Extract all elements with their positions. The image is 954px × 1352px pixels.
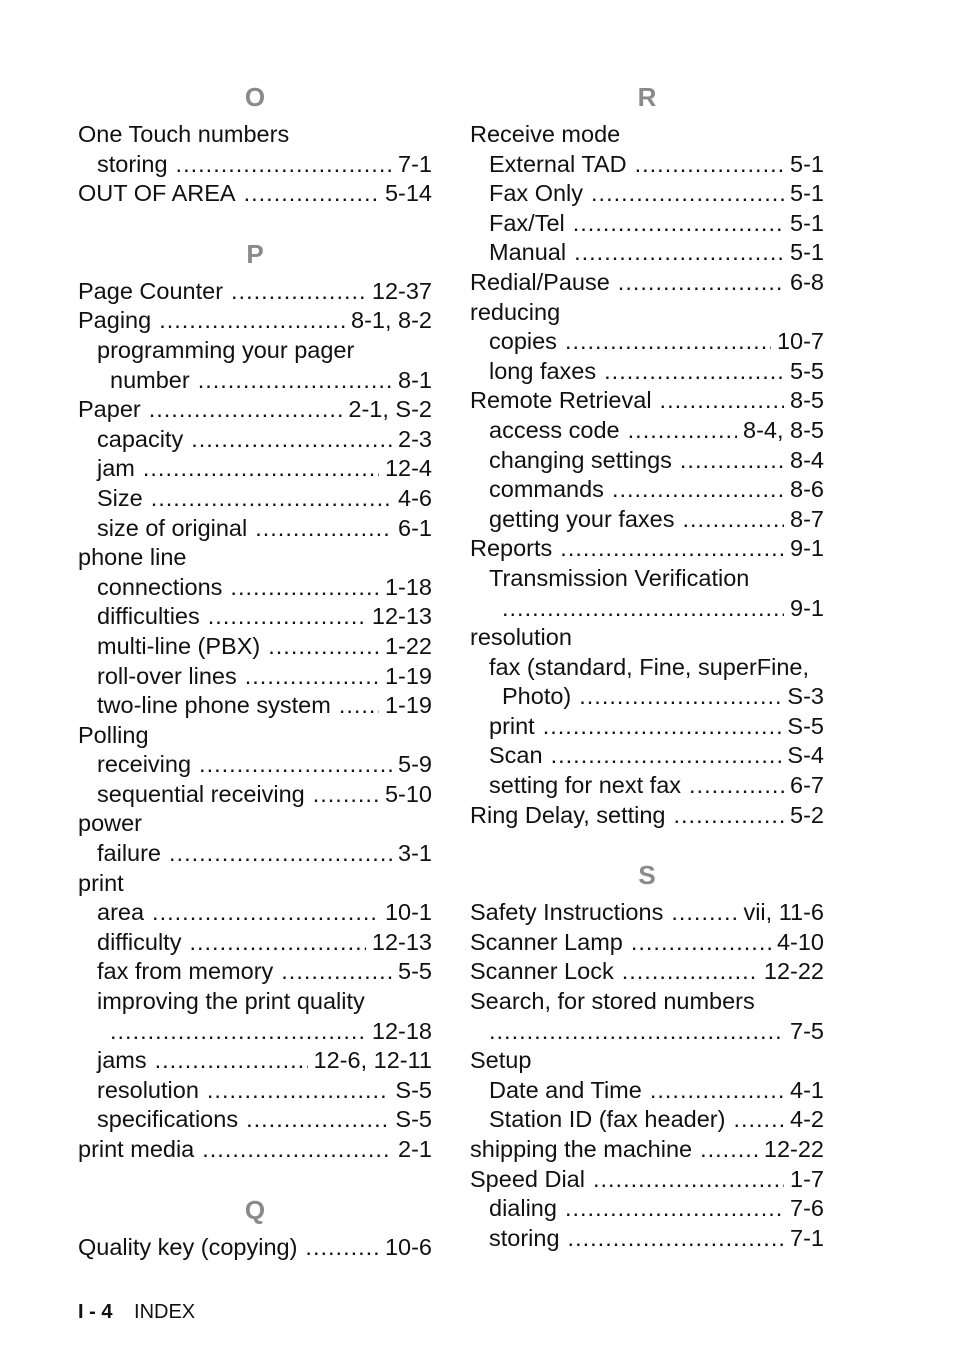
index-page-ref: 1-18	[384, 573, 432, 600]
index-section-letter: P	[246, 238, 264, 269]
dot-leader	[245, 662, 379, 692]
index-term: Reports	[470, 535, 553, 562]
index-entry	[470, 1194, 824, 1224]
index-term: One Touch numbers	[78, 121, 290, 147]
dot-leader	[650, 1076, 784, 1106]
index-page-ref: 7-1	[790, 1224, 824, 1251]
index-term: roll-over lines	[97, 662, 237, 689]
index-page-ref: 10-1	[384, 899, 432, 926]
index-page-ref: 10-7	[776, 328, 824, 355]
dot-leader	[591, 179, 784, 209]
index-page-ref: 9-1	[790, 594, 824, 621]
index-entry	[78, 484, 432, 514]
dot-leader	[159, 306, 345, 336]
index-page-ref: S-4	[787, 742, 824, 769]
index-term: dialing	[489, 1195, 557, 1222]
index-entry	[78, 928, 432, 958]
index-entry	[470, 150, 824, 180]
index-term: Redial/Pause	[470, 268, 610, 295]
index-entry	[470, 564, 824, 594]
dot-leader	[604, 357, 784, 387]
index-term: size of original	[97, 514, 248, 541]
index-entry	[470, 475, 824, 505]
dot-leader	[733, 1105, 784, 1135]
dot-leader	[622, 957, 758, 987]
index-entry	[78, 425, 432, 455]
index-entry	[78, 662, 432, 692]
index-entry	[470, 801, 824, 831]
index-term: Scanner Lamp	[470, 928, 623, 955]
index-page-ref: 8-1, 8-2	[351, 307, 432, 334]
dot-leader	[198, 366, 392, 396]
footer-section-title: INDEX	[134, 1301, 196, 1323]
dot-leader	[700, 1135, 758, 1165]
index-page-ref: 2-1	[398, 1136, 432, 1162]
dot-leader	[680, 446, 784, 476]
index-page-ref: 4-1	[790, 1076, 824, 1103]
index-column-left	[78, 82, 432, 1262]
index-page-ref: 5-1	[790, 150, 824, 177]
index-entry	[78, 1135, 432, 1165]
index-term: jam	[97, 455, 135, 482]
index-entry	[78, 150, 432, 180]
page-footer	[78, 1299, 195, 1325]
index-entry	[470, 1165, 824, 1195]
index-entry	[78, 120, 432, 150]
index-entry	[470, 268, 824, 298]
dot-leader	[560, 534, 784, 564]
index-term: Polling	[78, 721, 149, 748]
dot-leader	[551, 741, 782, 771]
index-entry	[78, 839, 432, 869]
dot-leader	[208, 602, 366, 632]
index-term: phone line	[78, 544, 187, 571]
index-term: Ring Delay, setting	[470, 801, 666, 828]
index-entry	[470, 741, 824, 771]
index-term: connections	[97, 573, 223, 600]
index-entry	[78, 366, 432, 396]
dot-leader	[628, 416, 737, 446]
index-page-ref: 8-4	[790, 446, 824, 473]
dot-leader	[169, 839, 392, 869]
index-term: Remote Retrieval	[470, 387, 652, 414]
index-term: resolution	[470, 624, 572, 651]
index-page-ref: 5-10	[384, 780, 432, 807]
index-term: Scanner Lock	[470, 958, 614, 985]
index-page-ref: 3-1	[398, 840, 432, 867]
index-entry	[470, 298, 824, 328]
index-page-ref: 12-37	[371, 277, 432, 304]
index-column-right	[470, 82, 824, 1253]
index-term: Scan	[489, 742, 543, 769]
dot-leader	[339, 691, 379, 721]
index-page-ref: 2-1, S-2	[348, 396, 432, 423]
dot-leader	[489, 1017, 784, 1047]
dot-leader	[579, 682, 781, 712]
index-entry	[78, 869, 432, 899]
index-page-ref: 8-5	[790, 387, 824, 414]
index-entry	[470, 416, 824, 446]
index-entry	[78, 306, 432, 336]
index-page-ref: 10-6	[384, 1233, 432, 1260]
dot-leader	[568, 1224, 784, 1254]
index-term: Station ID (fax header)	[489, 1106, 726, 1133]
index-page-ref: 12-6, 12-11	[313, 1047, 432, 1074]
dot-leader	[155, 1046, 308, 1076]
dot-leader	[143, 454, 379, 484]
index-entry	[78, 721, 432, 751]
index-term: resolution	[97, 1076, 199, 1103]
index-entry	[470, 653, 824, 683]
index-entry	[470, 1105, 824, 1135]
index-page-ref: 5-2	[790, 801, 824, 828]
dot-leader	[543, 712, 782, 742]
index-page-ref: 2-3	[398, 425, 432, 452]
index-entry	[470, 594, 824, 624]
index-entry	[470, 987, 824, 1017]
dot-leader	[268, 632, 379, 662]
index-term: two-line phone system	[97, 692, 331, 719]
index-term: External TAD	[489, 150, 627, 177]
index-term: multi-line (PBX)	[97, 632, 261, 659]
index-entry	[470, 771, 824, 801]
index-term: print	[78, 869, 124, 896]
index-term: Fax Only	[489, 180, 584, 207]
index-term: shipping the machine	[470, 1136, 693, 1162]
index-term: failure	[97, 840, 162, 867]
index-entry	[78, 1233, 432, 1263]
index-term: Speed Dial	[470, 1165, 585, 1192]
index-term: reducing	[470, 298, 561, 325]
index-page-ref: 1-7	[790, 1165, 824, 1192]
index-section-letter: O	[244, 82, 266, 112]
index-page-ref: 1-19	[384, 662, 432, 689]
index-entry	[78, 750, 432, 780]
index-entry	[78, 957, 432, 987]
index-entry	[470, 357, 824, 387]
index-term: changing settings	[489, 446, 672, 473]
index-entry	[470, 209, 824, 239]
dot-leader	[244, 179, 379, 209]
index-entry	[78, 632, 432, 662]
index-term: number	[110, 366, 190, 393]
index-term: Page Counter	[78, 277, 224, 304]
index-term: Safety Instructions	[470, 899, 664, 926]
dot-leader	[593, 1165, 784, 1195]
dot-leader	[573, 209, 784, 239]
index-term: Quality key (copying)	[78, 1233, 298, 1260]
index-entry	[78, 780, 432, 810]
index-entry	[78, 987, 432, 1017]
index-entry	[78, 1017, 432, 1047]
index-page-ref: 7-5	[790, 1017, 824, 1044]
index-term: fax (standard, Fine, superFine,	[489, 653, 810, 680]
index-entry	[78, 543, 432, 573]
index-page-ref: 7-6	[790, 1195, 824, 1222]
index-term: Receive mode	[470, 121, 621, 147]
index-page-ref: S-5	[395, 1076, 432, 1103]
index-entry	[470, 1046, 824, 1076]
index-page-ref: S-3	[787, 683, 824, 710]
index-entry	[470, 682, 824, 712]
dot-leader	[246, 1105, 389, 1135]
dot-leader	[671, 898, 737, 928]
index-term: power	[78, 810, 143, 837]
index-term: Fax/Tel	[489, 209, 565, 236]
index-page-ref: 12-18	[371, 1017, 432, 1044]
index-term: Setup	[470, 1047, 532, 1074]
index-page-ref: 7-1	[398, 150, 432, 177]
index-term: Transmission Verification	[489, 564, 750, 591]
dot-leader	[660, 386, 784, 416]
index-entry	[470, 446, 824, 476]
index-term: Manual	[489, 239, 567, 266]
index-page-ref: 4-2	[790, 1106, 824, 1133]
index-page-ref: 8-7	[790, 505, 824, 532]
index-section-letter: S	[638, 860, 656, 891]
index-entry	[470, 327, 824, 357]
index-entry	[78, 277, 432, 307]
index-page-ref: 1-19	[384, 692, 432, 719]
index-term: Photo)	[502, 683, 572, 710]
dot-leader	[574, 238, 784, 268]
index-entry	[78, 514, 432, 544]
index-page-ref: 12-13	[371, 928, 432, 955]
index-term: difficulty	[97, 928, 182, 955]
dot-leader	[255, 514, 392, 544]
index-entry	[78, 1046, 432, 1076]
index-section-letter: Q	[244, 1194, 266, 1225]
index-entry	[78, 454, 432, 484]
dot-leader	[176, 150, 392, 180]
index-page-ref: S-5	[395, 1106, 432, 1133]
index-entry	[470, 957, 824, 987]
dot-leader	[151, 484, 392, 514]
index-entry	[470, 712, 824, 742]
index-page-ref: 12-22	[763, 1136, 824, 1162]
index-page-ref: 6-1	[398, 514, 432, 541]
dot-leader	[683, 505, 785, 535]
dot-leader	[313, 780, 379, 810]
index-entry	[470, 386, 824, 416]
index-entry	[470, 623, 824, 653]
dot-leader	[502, 594, 784, 624]
dot-leader	[565, 1194, 784, 1224]
dot-leader	[189, 928, 365, 958]
index-term: fax from memory	[97, 958, 274, 985]
index-term: receiving	[97, 751, 192, 778]
dot-leader	[612, 475, 784, 505]
index-page-ref: 5-5	[790, 357, 824, 384]
index-entry	[78, 691, 432, 721]
index-term: commands	[489, 476, 604, 503]
dot-leader	[199, 750, 392, 780]
index-page-ref: 5-14	[384, 180, 432, 207]
index-page-ref: 5-9	[398, 751, 432, 778]
index-term: Search, for stored numbers	[470, 988, 755, 1015]
dot-leader	[281, 957, 392, 987]
index-page-ref: 5-1	[790, 209, 824, 236]
index-term: improving the print quality	[97, 988, 365, 1015]
index-page-ref: 6-7	[790, 772, 824, 799]
index-page-ref: 8-6	[790, 476, 824, 503]
index-term: long faxes	[489, 357, 597, 384]
dot-leader	[202, 1135, 392, 1165]
index-entry	[78, 573, 432, 603]
dot-leader	[152, 898, 379, 928]
index-entry	[78, 395, 432, 425]
index-entry	[470, 1076, 824, 1106]
index-entry	[78, 602, 432, 632]
index-page-ref: 8-4, 8-5	[743, 416, 824, 443]
index-term: storing	[489, 1224, 560, 1251]
index-term: print	[489, 712, 535, 739]
index-term: copies	[489, 328, 557, 355]
dot-leader	[207, 1076, 390, 1106]
index-page-ref: 8-1	[398, 366, 432, 393]
index-entry	[470, 238, 824, 268]
index-page-ref: 4-6	[398, 484, 432, 511]
dot-leader	[674, 801, 785, 831]
index-entry	[470, 928, 824, 958]
index-term: difficulties	[97, 603, 200, 630]
index-term: setting for next fax	[489, 772, 682, 799]
index-term: storing	[97, 150, 168, 177]
index-page-ref: 4-10	[776, 928, 824, 955]
index-page-ref: S-5	[787, 712, 824, 739]
index-term: access code	[489, 416, 620, 443]
index-section-letter: R	[637, 82, 657, 112]
dot-leader	[631, 928, 771, 958]
dot-leader	[305, 1233, 379, 1263]
dot-leader	[635, 150, 784, 180]
index-term: getting your faxes	[489, 505, 675, 532]
index-entry	[470, 1135, 824, 1165]
index-term: programming your pager	[97, 336, 355, 363]
index-page-ref: 12-22	[763, 958, 824, 985]
index-entry	[78, 179, 432, 209]
index-entry	[470, 534, 824, 564]
index-page-ref: 5-1	[790, 180, 824, 207]
index-page-ref: 12-4	[384, 455, 432, 482]
index-term: Paper	[78, 396, 141, 423]
index-term: Paging	[78, 307, 152, 334]
index-entry	[78, 898, 432, 928]
index-term: specifications	[97, 1106, 239, 1133]
index-entry	[470, 505, 824, 535]
index-term: Size	[97, 484, 143, 511]
index-term: area	[97, 899, 145, 926]
index-term: Date and Time	[489, 1076, 642, 1103]
index-page-ref: vii, 11-6	[743, 899, 824, 926]
dot-leader	[230, 573, 379, 603]
index-page-ref: 1-22	[384, 632, 432, 659]
index-entry	[470, 179, 824, 209]
index-page-ref: 12-13	[371, 603, 432, 630]
footer-page-number: I - 4	[78, 1301, 113, 1323]
index-entry	[78, 1105, 432, 1135]
index-term: OUT OF AREA	[78, 180, 236, 207]
index-page-ref: 9-1	[790, 535, 824, 562]
index-term: print media	[78, 1136, 195, 1162]
index-page-ref: 5-5	[398, 958, 432, 985]
index-entry	[470, 898, 824, 928]
index-page-ref: 5-1	[790, 239, 824, 266]
index-entry	[78, 1076, 432, 1106]
index-entry	[78, 809, 432, 839]
dot-leader	[110, 1017, 366, 1047]
index-entry	[470, 120, 824, 150]
dot-leader	[191, 425, 392, 455]
index-entry	[78, 336, 432, 366]
index-term: sequential receiving	[97, 780, 305, 807]
dot-leader	[149, 395, 343, 425]
index-term: jams	[97, 1047, 147, 1074]
index-page-ref: 6-8	[790, 268, 824, 295]
dot-leader	[618, 268, 784, 298]
dot-leader	[565, 327, 771, 357]
index-entry	[470, 1224, 824, 1254]
index-entry	[470, 1017, 824, 1047]
index-term: capacity	[97, 425, 184, 452]
dot-leader	[231, 277, 366, 307]
dot-leader	[689, 771, 784, 801]
